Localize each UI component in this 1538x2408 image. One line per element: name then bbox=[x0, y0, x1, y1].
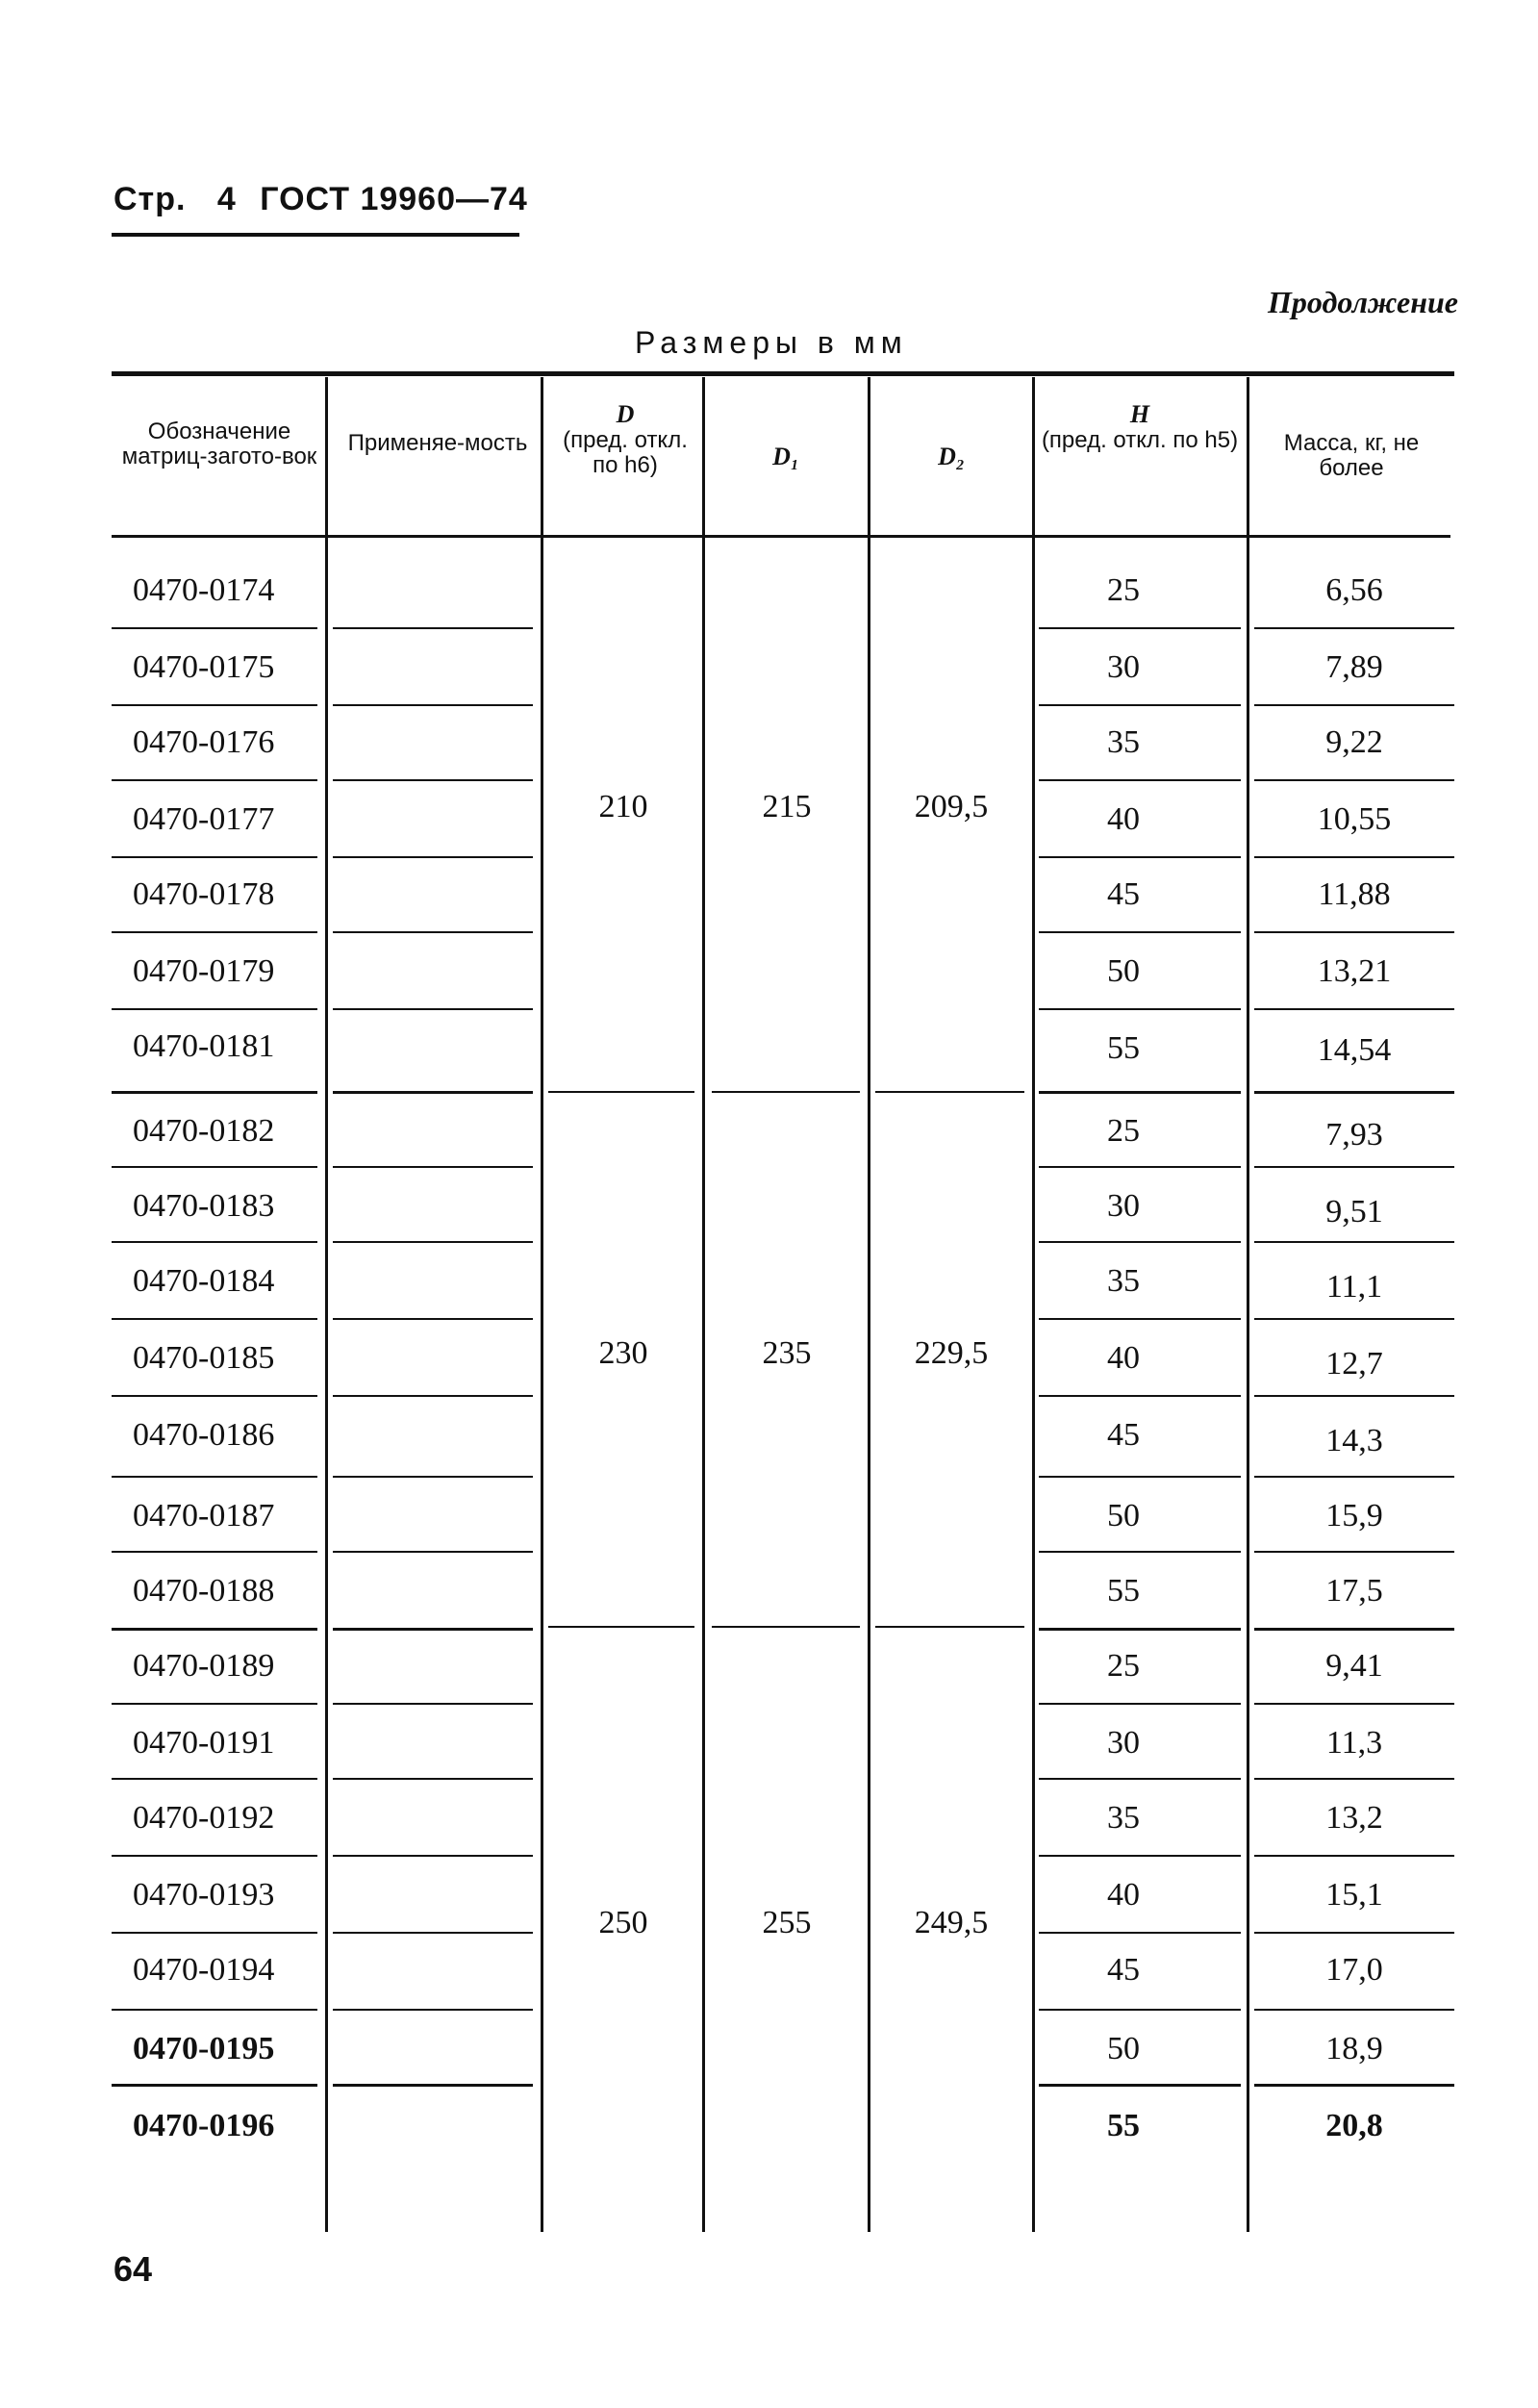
row-mass: 7,93 bbox=[1325, 1117, 1383, 1153]
row-h: 45 bbox=[1107, 876, 1140, 912]
row-mass: 13,21 bbox=[1317, 953, 1392, 989]
table-top-rule bbox=[112, 371, 1454, 376]
row-h: 25 bbox=[1107, 1113, 1140, 1149]
row-code: 0470-0175 bbox=[133, 649, 275, 685]
row-mass: 15,1 bbox=[1325, 1877, 1383, 1913]
row-mass: 9,22 bbox=[1325, 724, 1383, 760]
page-label: Стр. bbox=[113, 181, 187, 217]
row-h: 35 bbox=[1107, 1800, 1140, 1836]
row-h: 45 bbox=[1107, 1417, 1140, 1453]
row-code: 0470-0193 bbox=[133, 1877, 275, 1913]
row-code: 0470-0188 bbox=[133, 1573, 275, 1609]
row-code: 0470-0181 bbox=[133, 1028, 275, 1064]
header-underline bbox=[112, 233, 519, 237]
row-code: 0470-0189 bbox=[133, 1648, 275, 1684]
col-divider bbox=[868, 377, 870, 2232]
group-d1-value: 235 bbox=[762, 1335, 812, 1371]
row-code: 0470-0192 bbox=[133, 1800, 275, 1836]
row-mass: 15,9 bbox=[1325, 1498, 1383, 1534]
page-header bbox=[113, 181, 528, 218]
row-h: 30 bbox=[1107, 649, 1140, 685]
row-h: 50 bbox=[1107, 953, 1140, 989]
row-code: 0470-0183 bbox=[133, 1188, 275, 1224]
continuation-label: Продолжение bbox=[1268, 285, 1458, 319]
row-h: 40 bbox=[1107, 1877, 1140, 1913]
row-mass: 14,3 bbox=[1325, 1423, 1383, 1458]
row-code: 0470-0187 bbox=[133, 1498, 275, 1534]
row-mass: 20,8 bbox=[1325, 2108, 1383, 2143]
row-h: 40 bbox=[1107, 1340, 1140, 1376]
row-mass: 9,41 bbox=[1325, 1648, 1383, 1684]
row-h: 35 bbox=[1107, 724, 1140, 760]
row-h: 40 bbox=[1107, 801, 1140, 837]
row-code: 0470-0174 bbox=[133, 572, 275, 608]
col-header-applicability: Применяе-мость bbox=[347, 430, 528, 456]
row-mass: 12,7 bbox=[1325, 1346, 1383, 1381]
page-footer-number: 64 bbox=[113, 2249, 153, 2289]
group-d1-value: 255 bbox=[762, 1905, 812, 1940]
row-h: 25 bbox=[1107, 572, 1140, 608]
col-header-h: H (пред. откл. по h5) bbox=[1041, 400, 1239, 453]
row-h: 55 bbox=[1107, 1573, 1140, 1609]
col-header-designation: Обозначение матриц-загото-вок bbox=[121, 418, 317, 469]
page-number: 4 bbox=[216, 181, 237, 217]
row-h: 30 bbox=[1107, 1188, 1140, 1224]
row-mass: 13,2 bbox=[1325, 1800, 1383, 1836]
col-divider bbox=[1032, 377, 1035, 2232]
row-mass: 11,1 bbox=[1325, 1269, 1383, 1305]
row-code: 0470-0177 bbox=[133, 801, 275, 837]
row-code: 0470-0195 bbox=[133, 2031, 275, 2066]
group-d-value: 210 bbox=[598, 789, 648, 824]
row-code: 0470-0178 bbox=[133, 876, 275, 912]
group-d-value: 230 bbox=[598, 1335, 648, 1371]
col-header-d: D (пред. откл. по h6) bbox=[563, 400, 688, 478]
col-divider bbox=[702, 377, 705, 2232]
row-h: 55 bbox=[1107, 2108, 1140, 2143]
col-header-d1: D₁ bbox=[772, 443, 799, 470]
col-header-d2: D₂ bbox=[938, 443, 965, 470]
row-h: 25 bbox=[1107, 1648, 1140, 1684]
row-code: 0470-0176 bbox=[133, 724, 275, 760]
row-code: 0470-0184 bbox=[133, 1263, 275, 1299]
row-h: 50 bbox=[1107, 2031, 1140, 2066]
row-h: 55 bbox=[1107, 1030, 1140, 1066]
row-h: 30 bbox=[1107, 1725, 1140, 1761]
group-d2-value: 229,5 bbox=[914, 1335, 989, 1371]
row-mass: 7,89 bbox=[1325, 649, 1383, 685]
row-h: 35 bbox=[1107, 1263, 1140, 1299]
row-code: 0470-0186 bbox=[133, 1417, 275, 1453]
row-mass: 11,3 bbox=[1325, 1725, 1383, 1761]
row-code: 0470-0179 bbox=[133, 953, 275, 989]
row-code: 0470-0194 bbox=[133, 1952, 275, 1988]
col-header-mass: Масса, кг, не более bbox=[1283, 430, 1420, 481]
header-bottom-rule bbox=[112, 535, 1450, 538]
units-caption: Размеры в мм bbox=[635, 325, 908, 360]
row-h: 50 bbox=[1107, 1498, 1140, 1534]
row-code: 0470-0191 bbox=[133, 1725, 275, 1761]
row-mass: 11,88 bbox=[1318, 876, 1391, 912]
row-h: 45 bbox=[1107, 1952, 1140, 1988]
row-mass: 17,5 bbox=[1325, 1573, 1383, 1609]
row-mass: 14,54 bbox=[1317, 1032, 1392, 1068]
col-divider bbox=[541, 377, 543, 2232]
col-divider bbox=[325, 377, 328, 2232]
row-mass: 6,56 bbox=[1325, 572, 1383, 608]
row-code: 0470-0185 bbox=[133, 1340, 275, 1376]
row-mass: 18,9 bbox=[1325, 2031, 1383, 2066]
group-d2-value: 249,5 bbox=[914, 1905, 989, 1940]
col-divider bbox=[1247, 377, 1249, 2232]
row-code: 0470-0196 bbox=[133, 2108, 275, 2143]
group-d2-value: 209,5 bbox=[914, 789, 989, 824]
group-d-value: 250 bbox=[598, 1905, 648, 1940]
row-mass: 9,51 bbox=[1325, 1194, 1383, 1229]
group-d1-value: 215 bbox=[762, 789, 812, 824]
row-mass: 17,0 bbox=[1325, 1952, 1383, 1988]
row-mass: 10,55 bbox=[1317, 801, 1392, 837]
row-code: 0470-0182 bbox=[133, 1113, 275, 1149]
standard-number: ГОСТ 19960—74 bbox=[260, 181, 528, 217]
